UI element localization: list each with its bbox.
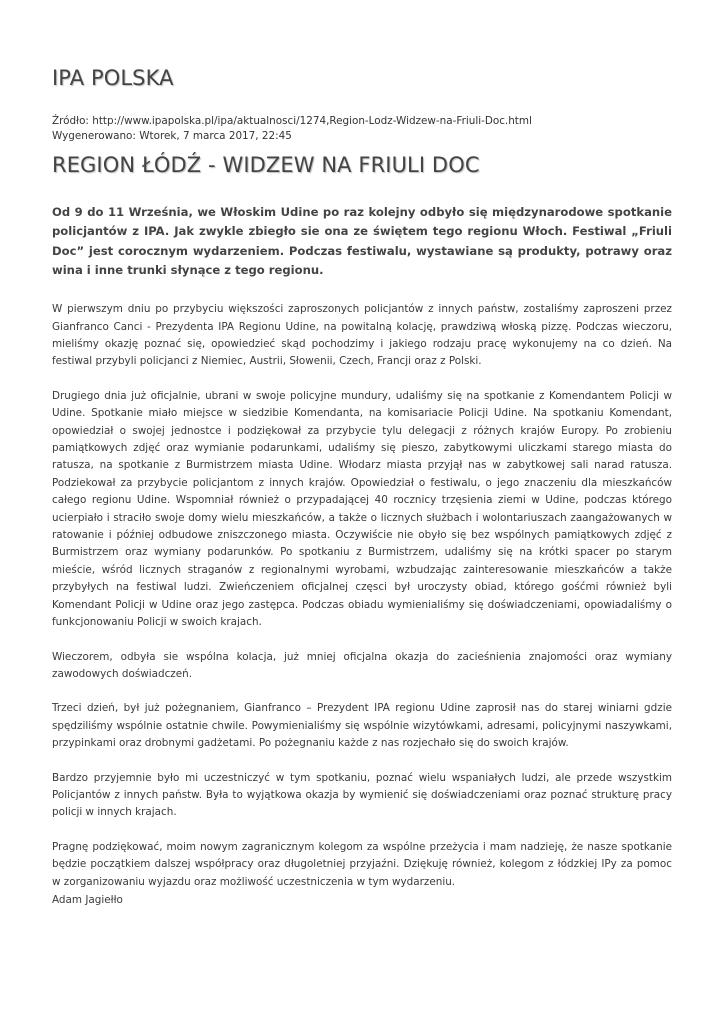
document-meta xyxy=(52,114,532,144)
article-paragraph: Wieczorem, odbyła sie wspólna kolacja, już mniej oficjalna okazja do zacieśnienia znajomości oraz wymiany zawodowych doświadczeń. xyxy=(52,650,672,680)
source-url: http://www.ipapolska.pl/ipa/aktualnosci/1274,Region-Lodz-Widzew-na-Friuli-Doc.html xyxy=(92,115,532,127)
site-title: IPA POLSKA xyxy=(52,66,174,90)
article-paragraph: Trzeci dzień, był już pożegnaniem, Gianfranco – Prezydent IPA regionu Udine zaprosił nas do starej winiarni gdzie spędziliśmy wspólnie ostatnie chwile. Powymienialiśmy się wspólnie wizytówkami, adresami, policyjnymi naszywkami, przypinkami oraz drobnymi gadżetami. Po pożegnaniu każde z nas rozjechało się do swoich krajów. xyxy=(52,702,672,750)
article-lead: Od 9 do 11 Września, we Włoskim Udine po raz kolejny odbyło się międzynarodowe spotkanie policjantów z IPA. Jak zwykle zbiegło sie ona ze świętem tego regionu Włoch. Festiwal „Friuli Doc” jest corocznym wydarzeniem. Podczas festiwalu, wystawiane są produkty, potrawy oraz wina i inne trunki słynące z tego regionu. xyxy=(52,205,672,277)
article-signature: Adam Jagiełło xyxy=(52,894,123,906)
generated-value: Wtorek, 7 marca 2017, 22:45 xyxy=(139,130,292,142)
article-paragraph: Drugiego dnia już oficjalnie, ubrani w swoje policyjne mundury, udaliśmy się na spotkanie z Komendantem Policji w Udine. Spotkanie miało miejsce w siedzibie Komendanta, na komisariacie Policji Udine. Na spotkaniu Komendant, opowiedział o swojej jednostce i podziękował za przybycie tylu delegacji z różnych krajów Europy. Po zrobieniu pamiątkowych zdjęć oraz wymianie podarunkami, udaliśmy się pieszo, zabytkowymi uliczkami starego miasta do ratusza, na spotkanie z Burmistrzem miasta Udine. Włodarz miasta przyjął nas w zabytkowej sali narad ratusza. Podziekował za przybycie policjantom z innych krajów. Opowiedział o festiwalu, o jego znaczeniu dla mieszkańców całego regionu Udine. Wspomniał również o przypadającej 40 rocznicy trzęsienia ziemi w Udine, podczas którego ucierpiało i straciło swoje domy wielu mieszkańców, a także o licznych służbach i wolontariuszach zaangażowanych w ratowanie i później odbudowe zniszczonego miasta. Oczywiście nie obyło się bez wspólnych pamiątkowych zdjęć z Burmistrzem oraz wymiany podarunków. Po spotkaniu z Burmistrzem, udaliśmy się na krótki spacer po starym mieście, wśród licznych straganów z regionalnymi wyrobami, wzbudzając zainteresowanie mieszkańców a także przybyłych na festiwal ludzi. Zwieńczeniem oficjalnej częsci był uroczysty obiad, którego gośćmi również byli Komendant Policji w Udine oraz jego zastępca. Podczas obiadu wymienialiśmy się doświadczeniami, opowiadaliśmy o funkcjonowaniu Policji w swoich krajach. xyxy=(52,389,672,629)
article-title: REGION ŁÓDŹ - WIDZEW NA FRIULI DOC xyxy=(52,153,480,177)
article-paragraph: Pragnę podziękować, moim nowym zagranicznym kolegom za wspólne przeżycia i mam nadzieję, że nasze spotkanie będzie początkiem dalszej współpracy oraz długoletniej przyjaźni. Dziękuję również, kolegom z łódzkiej IPy za pomoc w zorganizowaniu wyjazdu oraz możliwość uczestniczenia w tym wydarzeniu. xyxy=(52,840,672,888)
article-body xyxy=(52,203,672,908)
generated-line xyxy=(52,129,532,144)
generated-label: Wygenerowano: xyxy=(52,130,136,142)
source-label: Źródło: xyxy=(52,115,89,127)
source-line xyxy=(52,114,532,129)
article-paragraph: Bardzo przyjemnie było mi uczestniczyć w tym spotkaniu, poznać wielu wspaniałych ludzi, ale przede wszystkim Policjantów z innych państw. Była to wyjątkowa okazja by wymienić się doświadczeniami oraz poznać strukturę pracy policji w innych krajach. xyxy=(52,771,672,819)
article-paragraph: W pierwszym dniu po przybyciu większości zaproszonych policjantów z innych państw, zostaliśmy zaproszeni przez Gianfranco Canci - Prezydenta IPA Regionu Udine, na powitalną kolację, prawdziwą włoską pizzę. Podczas wieczoru, mieliśmy okazję poznać się, opowiedzieć skąd pochodzimy i jakiego rodzaju pracę wykonujemy na co dzień. Na festiwal przybyli policjanci z Niemiec, Austrii, Słowenii, Czech, Francji oraz z Polski. xyxy=(52,303,672,368)
